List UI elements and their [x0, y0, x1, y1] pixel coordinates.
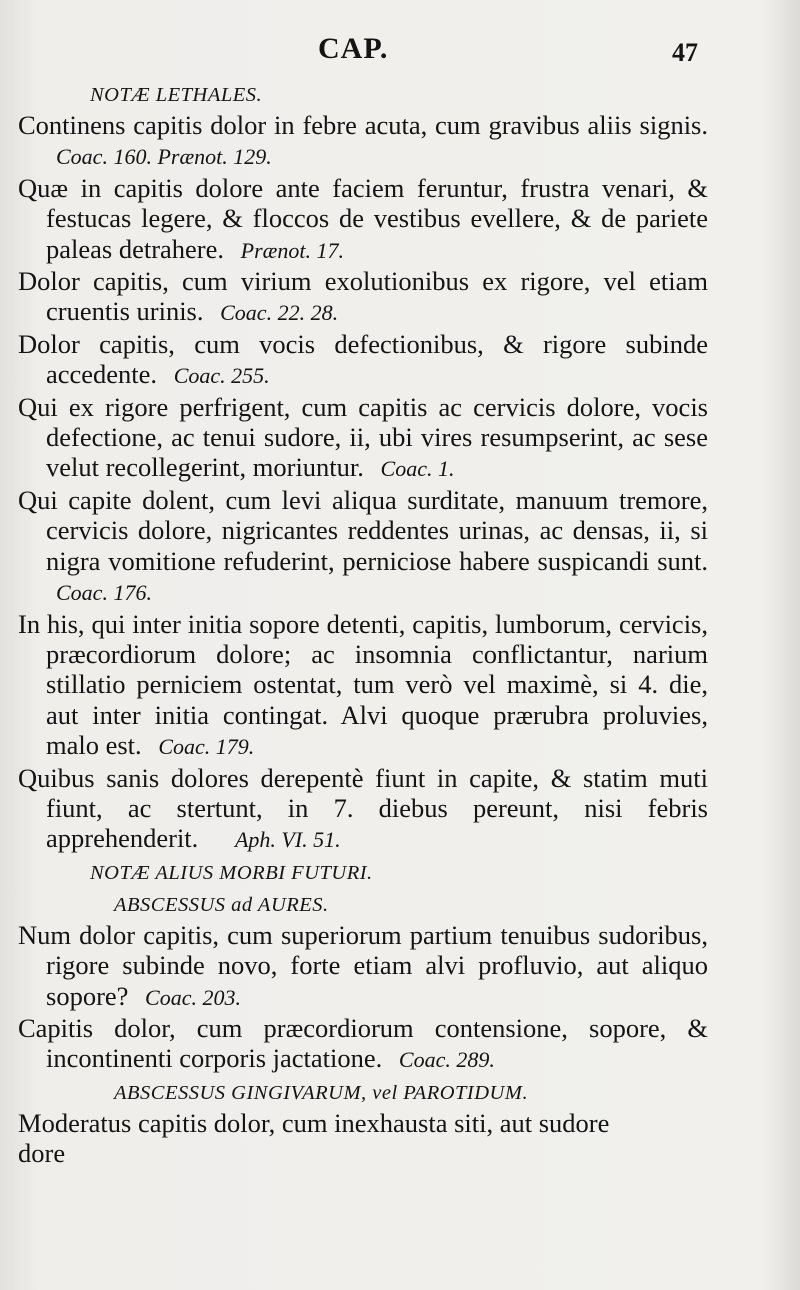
citation-reference: Coac. 255. — [173, 363, 270, 389]
text-paragraph — [18, 485, 708, 609]
text-paragraph — [18, 920, 708, 1013]
citation-reference: Prænot. 17. — [240, 237, 344, 263]
text-paragraph — [18, 392, 708, 485]
citation-reference: Aph. VI. 51. — [234, 827, 341, 853]
page-number: 47 — [672, 38, 698, 67]
text-paragraph — [18, 609, 708, 763]
paragraph-text: In his, qui inter initia sopore detenti, capitis, lumborum, cervicis, præcordiorum dolore; ac insomnia conflictantur, narium stillatio perniciem ostentat, tum verò vel maximè, si 4. die, aut inter initia contingat. Alvi quoque prærubra proluvies, malo est. — [18, 608, 708, 761]
paragraph-text: Moderatus capitis dolor, cum inexhausta siti, aut sudore — [18, 1107, 610, 1138]
citation-reference: Coac. 22. 28. — [220, 300, 339, 326]
citation-reference: Coac. 179. — [158, 734, 255, 760]
text-paragraph — [18, 1108, 708, 1138]
paragraph-text: Dolor capitis, cum vocis defectionibus, & rigore subinde accedente. — [18, 328, 708, 390]
text-paragraph — [18, 1013, 708, 1076]
paragraph-text: Qui ex rigore perfrigent, cum capitis ac cervicis dolore, vocis defectione, ac tenui sudore, ii, ubi vires resumpserint, ac sese velut recollegerint, moriuntur. — [18, 391, 708, 483]
paragraph-text: Capitis dolor, cum præcordiorum contensione, sopore, & incontinenti corporis jactatione. — [18, 1012, 708, 1074]
citation-reference: Coac. 289. — [398, 1047, 495, 1073]
text-paragraph — [18, 173, 708, 266]
page-header — [0, 28, 800, 78]
paragraph-text: Quæ in capitis dolore ante faciem feruntur, frustra venari, & festucas legere, & floccos de vestibus evellere, & de pariete paleas detrahere. — [18, 172, 708, 264]
citation-reference: Coac. 203. — [145, 984, 241, 1010]
body-text — [18, 78, 708, 1169]
text-paragraph — [18, 329, 708, 392]
paragraph-text: Dolor capitis, cum virium exolutionibus ex rigore, vel etiam cruentis urinis. — [18, 266, 708, 327]
text-paragraph — [18, 763, 708, 856]
section-subheading: ABSCESSUS ad AURES. — [114, 893, 329, 916]
catchword: dore — [18, 1138, 66, 1169]
section-subheading: ABSCESSUS GINGIVARUM, vel PAROTIDUM. — [114, 1081, 529, 1104]
paragraph-text: Continens capitis dolor in febre acuta, cum gravibus aliis signis. — [18, 110, 708, 140]
citation-reference: Coac. 160. Prænot. 129. — [56, 144, 272, 170]
text-paragraph — [18, 110, 708, 173]
paragraph-text: Qui capite dolent, cum levi aliqua surditate, manuum tremore, cervicis dolore, nigricantes reddentes urinas, ac densas, ii, si nigra vomitione refuderint, perniciose habere suspicandi sunt. — [18, 484, 708, 576]
section-heading: NOTÆ LETHALES. — [90, 84, 263, 106]
running-head: CAP. — [318, 32, 389, 65]
section-heading: NOTÆ ALIUS MORBI FUTURI. — [90, 861, 373, 884]
citation-reference: Coac. 176. — [56, 580, 152, 606]
text-paragraph — [18, 266, 708, 329]
paragraph-text: Quibus sanis dolores derepentè fiunt in capite, & statim muti fiunt, ac stertunt, in 7. diebus pereunt, nisi febris apprehenderit. — [18, 762, 708, 854]
citation-reference: Coac. 1. — [380, 456, 455, 482]
paragraph-text: Num dolor capitis, cum superiorum partium tenuibus sudoribus, rigore subinde novo, forte etiam alvi profluvio, aut aliquo sopore? — [18, 919, 708, 1011]
